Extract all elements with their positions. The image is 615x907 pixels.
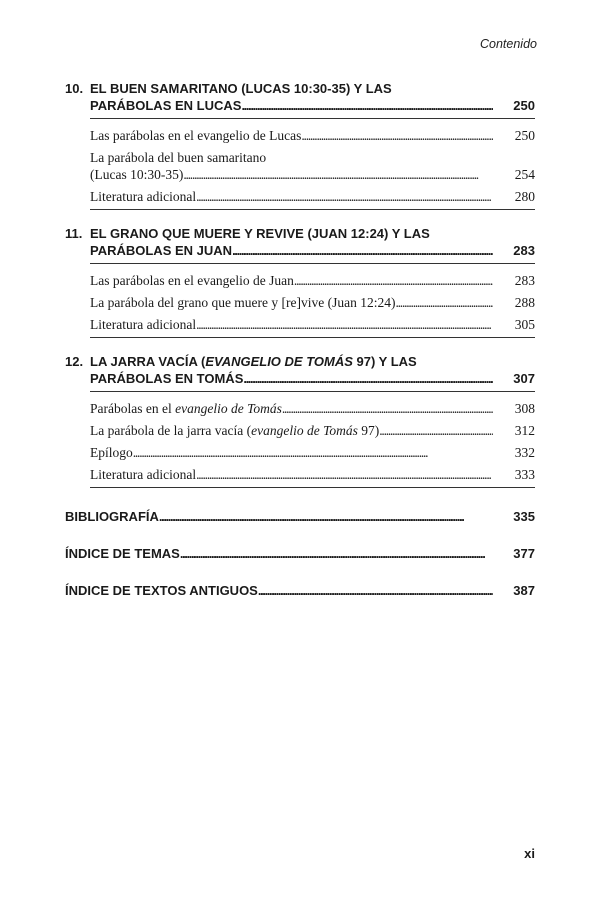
- entry-page: 280: [514, 189, 535, 204]
- chapter-title-line2: PARÁBOLAS EN TOMÁS: [90, 371, 244, 386]
- toc-entry[interactable]: [90, 316, 535, 333]
- toc-entry[interactable]: [90, 188, 535, 205]
- dot-leader: [196, 466, 493, 483]
- chapter-title-line2: PARÁBOLAS EN JUAN: [90, 243, 233, 258]
- running-head: Contenido: [480, 37, 537, 51]
- dot-leader: [159, 508, 493, 525]
- entry-title: Epílogo: [90, 445, 133, 460]
- chapter-12: [65, 353, 535, 488]
- entry-page: 332: [514, 445, 535, 460]
- entry-title: La parábola del grano que muere y [re]vive (Juan 12:24): [90, 295, 396, 310]
- toc-entry[interactable]: [90, 272, 535, 289]
- entry-page: 250: [514, 128, 535, 143]
- entry-page: 288: [514, 295, 535, 310]
- chapter-heading[interactable]: [65, 80, 535, 114]
- toc-entry[interactable]: [90, 294, 535, 311]
- entry-page: 283: [514, 273, 535, 288]
- table-of-contents: [65, 80, 535, 599]
- dot-leader: [196, 316, 493, 333]
- divider: [90, 209, 535, 210]
- toc-entry-indice-textos[interactable]: [65, 582, 535, 599]
- dot-leader: [180, 545, 493, 562]
- entry-title: (Lucas 10:30-35): [90, 167, 184, 182]
- entry-title: ÍNDICE DE TEMAS: [65, 546, 180, 561]
- dot-leader: [232, 242, 493, 259]
- entry-page: 305: [514, 317, 535, 332]
- dot-leader: [241, 97, 493, 114]
- toc-entry-indice-temas[interactable]: [65, 545, 535, 562]
- chapter-title-line1: LA JARRA VACÍA (EVANGELIO DE TOMÁS 97) Y LAS: [90, 354, 417, 369]
- entry-title: Literatura adicional: [90, 317, 197, 332]
- entry-page: 377: [513, 546, 535, 561]
- chapter-title-line2: PARÁBOLAS EN LUCAS: [90, 98, 242, 113]
- divider: [90, 487, 535, 488]
- entry-title: Las parábolas en el evangelio de Lucas: [90, 128, 302, 143]
- chapter-page: 283: [513, 243, 535, 258]
- divider: [90, 263, 535, 264]
- entry-title: Parábolas en el evangelio de Tomás: [90, 401, 282, 416]
- chapter-11: [65, 225, 535, 338]
- toc-entry[interactable]: [90, 444, 535, 461]
- dot-leader: [379, 422, 493, 439]
- entry-title: ÍNDICE DE TEXTOS ANTIGUOS: [65, 583, 258, 598]
- chapter-heading[interactable]: [65, 225, 535, 259]
- entry-title: BIBLIOGRAFÍA: [65, 509, 159, 524]
- toc-entry[interactable]: [90, 149, 535, 183]
- chapter-number: 12.: [65, 354, 84, 369]
- chapter-title-line1: EL GRANO QUE MUERE Y REVIVE (JUAN 12:24) Y LAS: [90, 226, 430, 241]
- toc-entry[interactable]: [90, 422, 535, 439]
- chapter-number: 10.: [65, 81, 84, 96]
- toc-entry[interactable]: [90, 127, 535, 144]
- page-number: xi: [524, 846, 535, 861]
- entry-title: Las parábolas en el evangelio de Juan: [90, 273, 294, 288]
- dot-leader: [396, 294, 494, 311]
- dot-leader: [133, 444, 493, 461]
- dot-leader: [196, 188, 493, 205]
- chapter-heading[interactable]: [65, 353, 535, 387]
- dot-leader: [258, 582, 493, 599]
- dot-leader: [243, 370, 493, 387]
- dot-leader: [282, 400, 493, 417]
- chapter-10: [65, 80, 535, 210]
- divider: [90, 337, 535, 338]
- toc-entry[interactable]: [90, 400, 535, 417]
- dot-leader: [301, 127, 493, 144]
- chapter-title-line1: EL BUEN SAMARITANO (LUCAS 10:30-35) Y LAS: [90, 81, 392, 96]
- dot-leader: [294, 272, 493, 289]
- entry-page: 308: [514, 401, 535, 416]
- chapter-number: 11.: [65, 226, 83, 241]
- toc-entry-bibliografia[interactable]: [65, 508, 535, 525]
- dot-leader: [183, 166, 493, 183]
- entry-title: Literatura adicional: [90, 467, 197, 482]
- entry-page: 312: [514, 423, 535, 438]
- entry-title-line1: La parábola del buen samaritano: [90, 150, 267, 165]
- toc-entry[interactable]: [90, 466, 535, 483]
- entry-title: La parábola de la jarra vacía (evangelio de Tomás 97): [90, 423, 380, 438]
- entry-page: 333: [514, 467, 535, 482]
- entry-title: Literatura adicional: [90, 189, 197, 204]
- entry-page: 335: [513, 509, 535, 524]
- entry-page: 387: [513, 583, 535, 598]
- divider: [90, 391, 535, 392]
- divider: [90, 118, 535, 119]
- chapter-page: 307: [513, 371, 535, 386]
- entry-page: 254: [514, 167, 535, 182]
- chapter-page: 250: [513, 98, 535, 113]
